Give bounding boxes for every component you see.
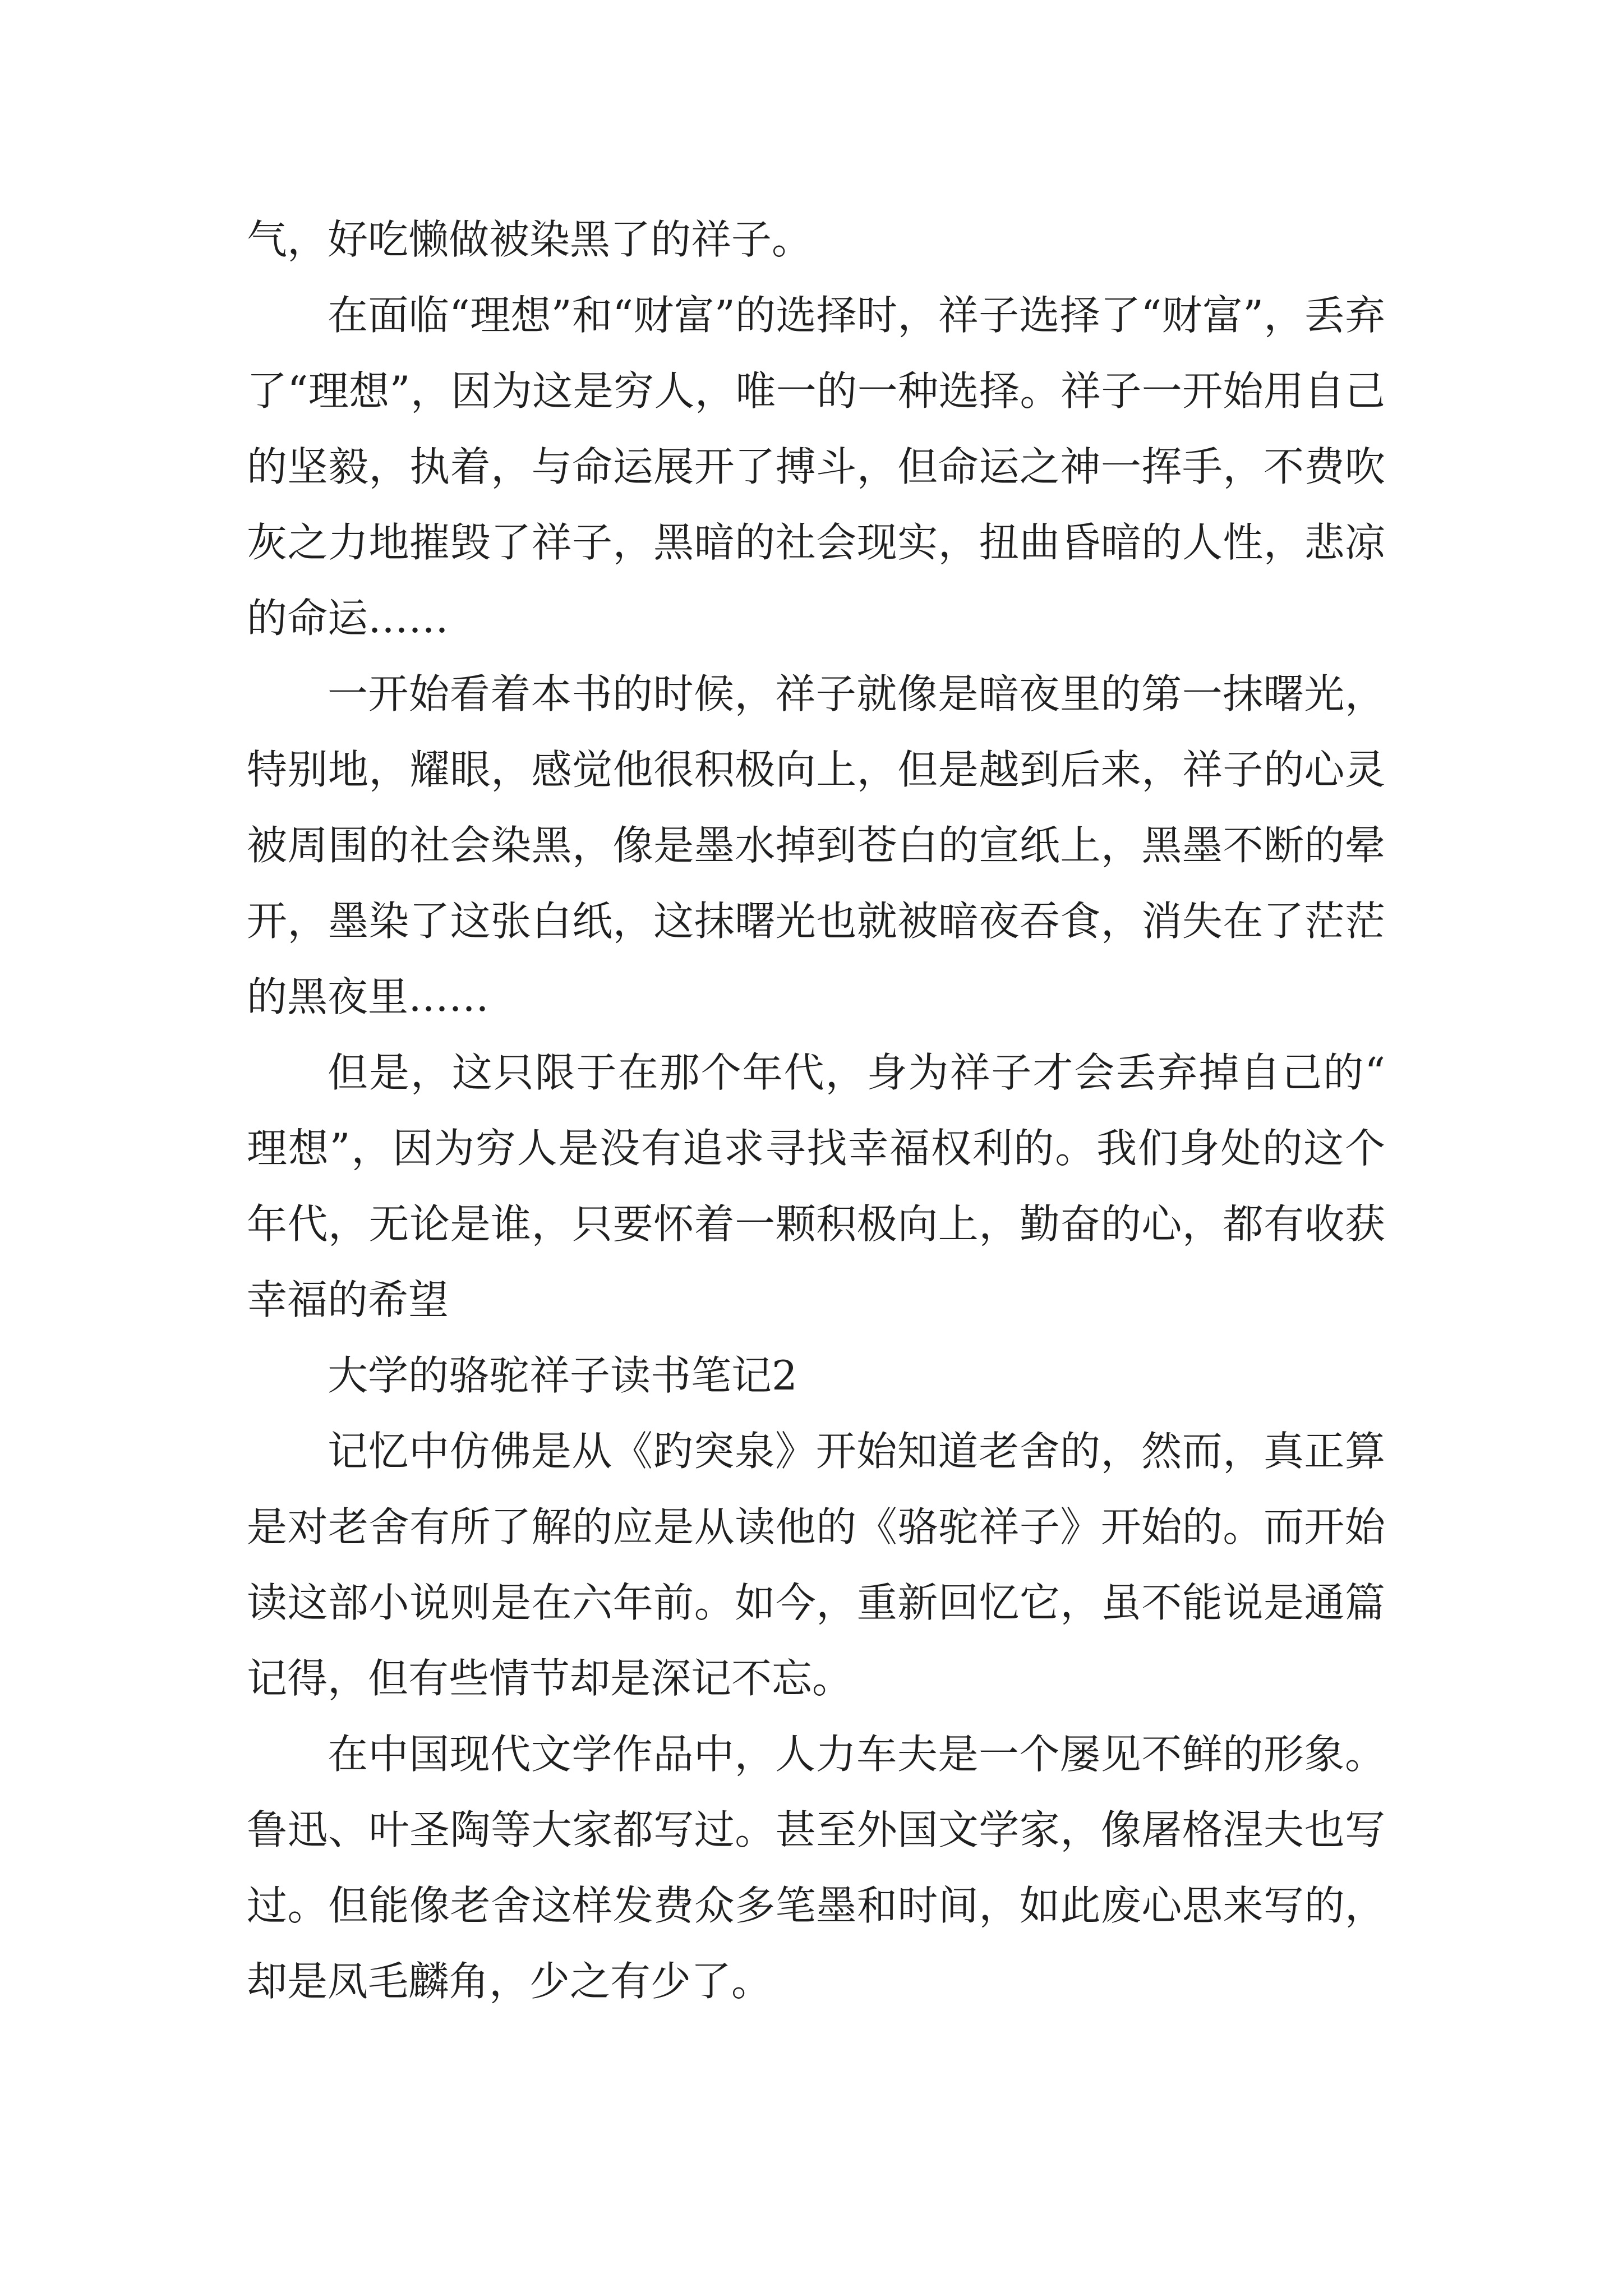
paragraph: 记忆中仿佛是从《趵突泉》开始知道老舍的，然而，真正算是对老舍有所了解的应是从读他的《骆驼祥子》开始的。而开始读这部小说则是在六年前。如今，重新回忆它，虽不能说是通篇记得，但有些情节却是深记不忘。	[247, 1428, 1385, 1702]
section-title: 大学的骆驼祥子读书笔记2	[328, 1352, 797, 1399]
paragraph: 在面临“理想”和“财富”的选择时，祥子选择了“财富”，丢弃了“理想”，因为这是穷人，唯一的一种选择。祥子一开始用自己的坚毅，执着，与命运展开了搏斗，但命运之神一挥手，不费吹灰之力地摧毁了祥子，黑暗的社会现实，扭曲昏暗的人性，悲凉的命运……	[247, 292, 1385, 642]
paragraph: 但是，这只限于在那个年代，身为祥子才会丢弃掉自己的“理想”，因为穷人是没有追求寻找幸福权利的。我们身处的这个年代，无论是谁，只要怀着一颗积极向上，勤奋的心，都有收获幸福的希望	[247, 1049, 1385, 1323]
paragraph-continuation: 气，好吃懒做被染黑了的祥子。	[247, 216, 813, 263]
paragraph: 在中国现代文学作品中，人力车夫是一个屡见不鲜的形象。鲁迅、叶圣陶等大家都写过。甚至外国文学家，像屠格涅夫也写过。但能像老舍这样发费众多笔墨和时间，如此废心思来写的，却是凤毛麟角，少之有少了。	[247, 1731, 1385, 2005]
document-body	[247, 202, 1385, 2019]
paragraph: 一开始看着本书的时候，祥子就像是暗夜里的第一抹曙光，特别地，耀眼，感觉他很积极向上，但是越到后来，祥子的心灵被周围的社会染黑，像是墨水掉到苍白的宣纸上，黑墨不断的晕开，墨染了这张白纸，这抹曙光也就被暗夜吞食，消失在了茫茫的黑夜里……	[247, 670, 1385, 1020]
